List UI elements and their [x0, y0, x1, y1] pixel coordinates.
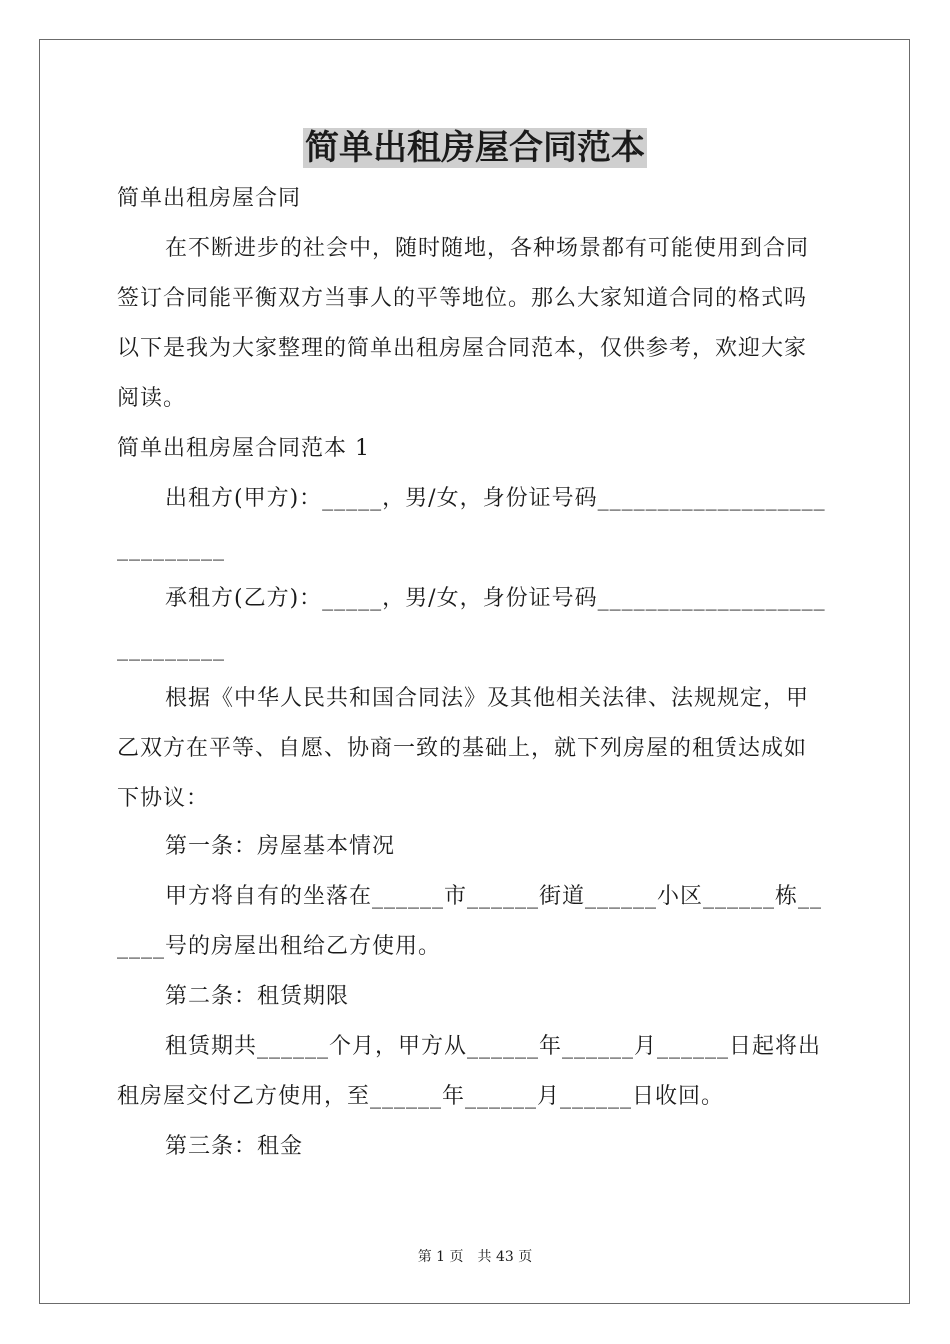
- sample-heading: 简单出租房屋合同范本 1: [117, 436, 370, 461]
- article-1-line-2: ____号的房屋出租给乙方使用。: [117, 934, 442, 959]
- page-number: 第 1 页 共 43 页: [417, 1249, 533, 1265]
- lessee-line: 承租方(乙方)：_____，男/女，身份证号码___________________: [165, 586, 826, 611]
- basis-paragraph-line-2: 乙双方在平等、自愿、协商一致的基础上，就下列房屋的租赁达成如: [117, 736, 808, 761]
- basis-paragraph-line-1: 根据《中华人民共和国合同法》及其他相关法律、法规规定，甲: [165, 686, 810, 711]
- basis-paragraph-line-3: 下协议：: [117, 786, 210, 811]
- article-1-line-1: 甲方将自有的坐落在______市______街道______小区______栋__: [165, 884, 823, 909]
- contract-subtitle: 简单出租房屋合同: [117, 186, 302, 211]
- article-2-heading: 第二条：租赁期限: [165, 984, 350, 1009]
- lessor-line-continued: _________: [117, 536, 225, 561]
- article-2-line-1: 租赁期共______个月，甲方从______年______月______日起将出: [165, 1034, 822, 1059]
- lessor-line: 出租方(甲方)：_____，男/女，身份证号码___________________: [165, 486, 826, 511]
- article-2-line-2: 租房屋交付乙方使用，至______年______月______日收回。: [117, 1084, 725, 1109]
- page-border: [39, 39, 910, 1304]
- document-title: 简单出租房屋合同范本: [305, 128, 645, 168]
- intro-paragraph-line-1: 在不断进步的社会中，随时随地，各种场景都有可能使用到合同: [165, 236, 810, 261]
- intro-paragraph-line-4: 阅读。: [117, 386, 187, 411]
- article-3-heading: 第三条：租金: [165, 1134, 304, 1159]
- lessee-line-continued: _________: [117, 636, 225, 661]
- article-1-heading: 第一条：房屋基本情况: [165, 834, 396, 859]
- intro-paragraph-line-2: 签订合同能平衡双方当事人的平等地位。那么大家知道合同的格式吗: [117, 286, 808, 311]
- intro-paragraph-line-3: 以下是我为大家整理的简单出租房屋合同范本，仅供参考，欢迎大家: [117, 336, 808, 361]
